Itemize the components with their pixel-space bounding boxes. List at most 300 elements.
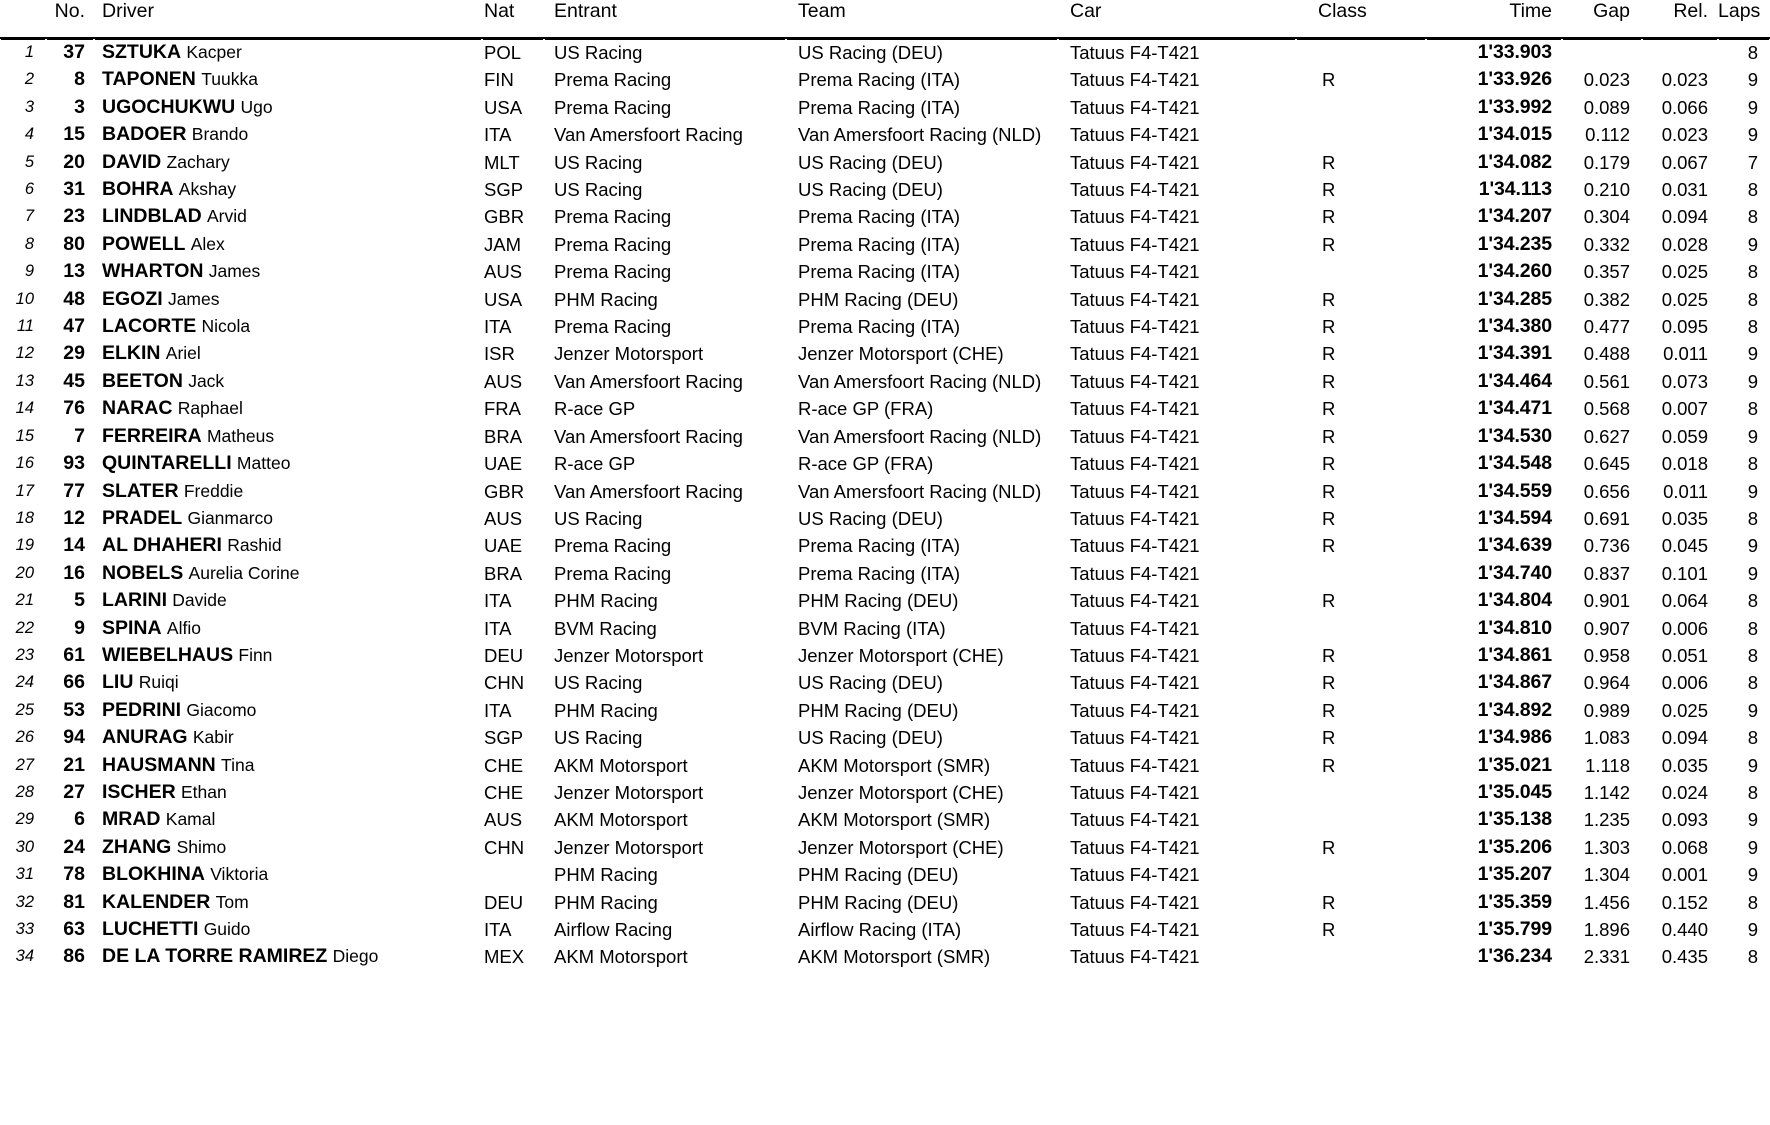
row-driver	[94, 943, 482, 970]
row-time: 1'34.986	[1477, 726, 1552, 749]
row-car-number: 80	[63, 232, 85, 255]
row-car-number: 5	[74, 589, 85, 612]
row-class: R	[1322, 919, 1336, 940]
row-driver	[94, 450, 482, 477]
row-position: 12	[15, 344, 34, 363]
row-team: Prema Racing (ITA)	[798, 535, 961, 557]
row-entrant: PHM Racing	[554, 864, 658, 886]
row-car-number: 29	[63, 342, 85, 365]
row-entrant: US Racing	[554, 727, 643, 749]
row-rel: 0.028	[1661, 233, 1708, 255]
row-car-number: 13	[63, 260, 85, 283]
table-row[interactable]	[0, 450, 1770, 477]
row-class	[1296, 38, 1426, 66]
table-row[interactable]	[0, 669, 1770, 696]
row-car-number: 24	[63, 835, 85, 858]
row-class: R	[1322, 590, 1336, 612]
row-time: 1'35.206	[1477, 835, 1552, 858]
row-entrant: Prema Racing	[554, 316, 672, 338]
driver-surname: AL DHAHERI	[102, 534, 222, 557]
table-row[interactable]	[0, 203, 1770, 230]
row-gap: 0.210	[1583, 179, 1630, 201]
driver-firstname: Zachary	[166, 151, 230, 172]
row-entrant: AKM Motorsport	[554, 754, 688, 776]
driver-surname: EGOZI	[102, 287, 163, 310]
table-row[interactable]	[0, 505, 1770, 532]
row-rel: 0.025	[1661, 288, 1708, 310]
row-team: US Racing (DEU)	[798, 151, 943, 173]
row-time: 1'36.234	[1477, 945, 1552, 968]
row-nationality: ITA	[484, 590, 512, 612]
row-car: Tatuus F4-T421	[1070, 261, 1200, 283]
column-header-number[interactable]: No.	[46, 0, 94, 38]
row-gap: 0.112	[1585, 124, 1630, 146]
driver-surname: LINDBLAD	[102, 205, 202, 228]
row-nationality: JAM	[484, 233, 521, 255]
column-header-nat[interactable]: Nat	[482, 0, 544, 38]
row-driver	[94, 66, 482, 93]
row-team: R-ace GP (FRA)	[798, 398, 934, 420]
row-gap: 1.456	[1583, 891, 1630, 913]
row-driver	[94, 368, 482, 395]
row-gap: 0.477	[1583, 316, 1630, 338]
row-laps: 8	[1747, 946, 1758, 968]
column-header-class[interactable]: Class	[1296, 0, 1426, 38]
driver-firstname: Matheus	[206, 425, 275, 446]
row-team: Prema Racing (ITA)	[798, 233, 961, 255]
row-position: 29	[15, 810, 34, 829]
row-nationality: ITA	[484, 124, 512, 146]
row-nationality: UAE	[484, 453, 523, 475]
driver-firstname: Gianmarco	[187, 507, 274, 528]
row-laps: 9	[1747, 69, 1758, 91]
row-gap: 0.837	[1583, 562, 1630, 584]
row-nationality: UAE	[484, 535, 523, 557]
table-row[interactable]	[0, 834, 1770, 861]
driver-surname: NARAC	[102, 397, 173, 420]
driver-surname: QUINTARELLI	[102, 452, 232, 475]
driver-firstname: James	[208, 261, 261, 282]
row-position: 4	[24, 125, 34, 144]
table-row[interactable]	[0, 286, 1770, 313]
row-gap: 0.964	[1583, 672, 1630, 694]
row-time: 1'34.861	[1477, 643, 1552, 666]
row-time: 1'34.892	[1477, 698, 1552, 721]
row-gap	[1562, 38, 1642, 66]
row-time: 1'34.285	[1477, 287, 1552, 310]
row-car: Tatuus F4-T421	[1070, 179, 1200, 201]
driver-firstname: Tuukka	[201, 69, 258, 90]
table-row[interactable]	[0, 368, 1770, 395]
row-position: 30	[15, 837, 34, 856]
row-entrant: Prema Racing	[554, 233, 672, 255]
row-entrant: Airflow Racing	[554, 919, 673, 940]
row-team: PHM Racing (DEU)	[798, 699, 959, 721]
row-nationality: SGP	[484, 727, 524, 749]
table-row[interactable]	[0, 916, 1770, 943]
row-entrant: US Racing	[554, 151, 643, 173]
row-time: 1'33.903	[1477, 41, 1552, 63]
row-gap: 1.235	[1583, 809, 1630, 831]
table-row[interactable]	[0, 806, 1770, 833]
table-row[interactable]	[0, 697, 1770, 724]
column-header-entrant[interactable]: Entrant	[544, 0, 786, 38]
driver-surname: LIU	[102, 671, 134, 694]
table-row[interactable]	[0, 94, 1770, 121]
row-driver	[94, 560, 482, 587]
row-nationality: USA	[484, 96, 523, 118]
driver-surname: TAPONEN	[102, 68, 196, 91]
row-nationality: ISR	[484, 343, 515, 365]
driver-firstname: Shimo	[176, 836, 227, 857]
table-row[interactable]	[0, 423, 1770, 450]
row-gap: 0.901	[1583, 590, 1630, 612]
driver-firstname: Raphael	[177, 398, 243, 419]
row-gap: 1.303	[1583, 836, 1630, 858]
driver-surname: ZHANG	[102, 835, 172, 858]
row-class	[1296, 121, 1426, 148]
row-time: 1'33.992	[1477, 95, 1552, 118]
row-class: R	[1322, 480, 1336, 502]
column-header-time[interactable]: Time	[1426, 0, 1562, 38]
row-nationality: BRA	[484, 562, 523, 584]
row-car-number: 48	[63, 287, 85, 310]
table-row[interactable]	[0, 340, 1770, 367]
row-car: Tatuus F4-T421	[1070, 425, 1200, 447]
table-row[interactable]	[0, 532, 1770, 559]
table-row[interactable]	[0, 121, 1770, 148]
table-row[interactable]	[0, 889, 1770, 916]
row-rel: 0.031	[1661, 179, 1708, 201]
column-header-gap[interactable]: Gap	[1562, 0, 1642, 38]
row-rel: 0.435	[1661, 946, 1708, 968]
row-driver	[94, 724, 482, 751]
table-row[interactable]	[0, 38, 1770, 66]
row-driver	[94, 478, 482, 505]
row-rel: 0.025	[1661, 699, 1708, 721]
row-time: 1'35.207	[1477, 863, 1552, 886]
row-laps: 8	[1747, 206, 1758, 228]
row-position: 7	[24, 207, 34, 226]
row-nationality: DEU	[484, 644, 524, 666]
row-car: Tatuus F4-T421	[1070, 398, 1200, 420]
row-class	[1296, 779, 1426, 806]
row-driver	[94, 94, 482, 121]
row-entrant: Jenzer Motorsport	[554, 343, 704, 365]
column-header-team[interactable]: Team	[786, 0, 1058, 38]
row-car-number: 86	[63, 945, 85, 968]
row-class: R	[1322, 644, 1336, 666]
row-nationality: USA	[484, 288, 523, 310]
row-entrant: R-ace GP	[554, 453, 636, 475]
row-driver	[94, 340, 482, 367]
row-time: 1'34.207	[1477, 205, 1552, 228]
row-nationality: FIN	[484, 69, 514, 91]
row-entrant: Prema Racing	[554, 261, 672, 283]
driver-firstname: Tom	[215, 891, 249, 912]
row-position: 18	[15, 508, 34, 527]
row-laps: 9	[1747, 535, 1758, 557]
table-row[interactable]	[0, 176, 1770, 203]
row-car: Tatuus F4-T421	[1070, 864, 1200, 886]
table-row[interactable]	[0, 560, 1770, 587]
row-rel: 0.025	[1661, 261, 1708, 283]
row-class: R	[1322, 672, 1336, 694]
row-rel: 0.007	[1661, 398, 1708, 420]
row-gap: 0.958	[1583, 644, 1630, 666]
row-driver	[94, 505, 482, 532]
row-time: 1'34.530	[1477, 424, 1552, 447]
driver-firstname: James	[167, 288, 220, 309]
row-position: 25	[15, 700, 34, 719]
row-driver	[94, 916, 482, 943]
row-time: 1'34.548	[1477, 452, 1552, 475]
row-gap: 0.089	[1583, 96, 1630, 118]
row-laps: 9	[1747, 809, 1758, 831]
row-car: Tatuus F4-T421	[1070, 946, 1200, 968]
row-rel: 0.094	[1661, 727, 1708, 749]
row-nationality: CHE	[484, 754, 524, 776]
row-position: 1	[24, 43, 34, 61]
driver-surname: FERREIRA	[102, 424, 202, 447]
row-laps: 9	[1747, 96, 1758, 118]
row-class	[1296, 94, 1426, 121]
row-rel: 0.095	[1661, 316, 1708, 338]
row-gap: 1.304	[1583, 864, 1630, 886]
row-time: 1'34.082	[1477, 150, 1552, 173]
row-car-number: 7	[74, 424, 85, 447]
row-class: R	[1322, 151, 1336, 173]
row-class	[1296, 861, 1426, 888]
row-entrant: R-ace GP	[554, 398, 636, 420]
row-time: 1'35.021	[1477, 753, 1552, 776]
row-team: PHM Racing (DEU)	[798, 288, 959, 310]
row-position: 26	[15, 728, 34, 747]
row-driver	[94, 149, 482, 176]
row-nationality	[482, 861, 544, 888]
row-team: Prema Racing (ITA)	[798, 206, 961, 228]
row-rel: 0.093	[1661, 809, 1708, 831]
driver-surname: WIEBELHAUS	[102, 643, 234, 666]
table-row[interactable]	[0, 587, 1770, 614]
row-class: R	[1322, 343, 1336, 365]
row-entrant: PHM Racing	[554, 590, 658, 612]
table-row[interactable]	[0, 66, 1770, 93]
row-rel: 0.064	[1661, 590, 1708, 612]
row-class	[1296, 560, 1426, 587]
row-driver	[94, 286, 482, 313]
driver-firstname: Alex	[190, 233, 225, 254]
column-header-laps[interactable]: Laps	[1718, 0, 1770, 38]
row-time: 1'34.471	[1477, 397, 1552, 420]
row-position: 19	[15, 536, 34, 555]
row-driver	[94, 176, 482, 203]
table-row[interactable]	[0, 752, 1770, 779]
row-entrant: Prema Racing	[554, 535, 672, 557]
row-team: Jenzer Motorsport (CHE)	[798, 836, 1004, 858]
table-row[interactable]	[0, 313, 1770, 340]
row-class	[1296, 258, 1426, 285]
row-driver	[94, 258, 482, 285]
row-laps: 9	[1747, 864, 1758, 886]
row-time: 1'34.594	[1477, 506, 1552, 529]
row-entrant: AKM Motorsport	[554, 946, 688, 968]
row-rel: 0.006	[1661, 672, 1708, 694]
row-nationality: POL	[484, 42, 522, 63]
row-laps: 8	[1747, 453, 1758, 475]
column-header-car[interactable]: Car	[1058, 0, 1296, 38]
row-car: Tatuus F4-T421	[1070, 370, 1200, 392]
row-class: R	[1322, 891, 1336, 913]
row-car-number: 27	[63, 780, 85, 803]
row-class: R	[1322, 754, 1336, 776]
row-car: Tatuus F4-T421	[1070, 453, 1200, 475]
row-entrant: Prema Racing	[554, 69, 672, 91]
row-rel: 0.094	[1661, 206, 1708, 228]
row-laps: 9	[1747, 370, 1758, 392]
row-rel: 0.073	[1661, 370, 1708, 392]
row-gap: 1.118	[1585, 754, 1630, 776]
table-header	[0, 0, 1770, 38]
row-class	[1296, 943, 1426, 970]
driver-surname: LARINI	[102, 589, 167, 612]
row-gap: 0.488	[1583, 343, 1630, 365]
row-driver	[94, 697, 482, 724]
row-car-number: 63	[63, 918, 85, 940]
driver-surname: SLATER	[102, 479, 179, 502]
row-position: 24	[15, 673, 34, 692]
row-position: 3	[24, 97, 34, 116]
row-gap: 0.645	[1583, 453, 1630, 475]
row-position: 10	[15, 289, 34, 308]
row-rel: 0.001	[1661, 864, 1708, 886]
row-rel: 0.035	[1661, 754, 1708, 776]
row-team: US Racing (DEU)	[798, 42, 943, 63]
row-car: Tatuus F4-T421	[1070, 617, 1200, 639]
table-row[interactable]	[0, 724, 1770, 751]
row-gap: 0.561	[1583, 370, 1630, 392]
row-class	[1296, 806, 1426, 833]
table-row[interactable]	[0, 478, 1770, 505]
driver-surname: DAVID	[102, 150, 162, 173]
row-team: PHM Racing (DEU)	[798, 864, 959, 886]
row-car: Tatuus F4-T421	[1070, 919, 1200, 940]
row-team: US Racing (DEU)	[798, 727, 943, 749]
driver-firstname: Matteo	[236, 453, 291, 474]
row-car-number: 77	[63, 479, 85, 502]
row-entrant: Prema Racing	[554, 206, 672, 228]
driver-surname: UGOCHUKWU	[102, 95, 236, 118]
row-driver	[94, 642, 482, 669]
driver-surname: ANURAG	[102, 726, 188, 749]
table-row[interactable]	[0, 943, 1770, 970]
row-rel	[1642, 38, 1718, 66]
row-car: Tatuus F4-T421	[1070, 590, 1200, 612]
row-driver	[94, 669, 482, 696]
row-time: 1'34.015	[1477, 123, 1552, 146]
row-driver	[94, 861, 482, 888]
table-row[interactable]	[0, 258, 1770, 285]
row-gap: 0.179	[1583, 151, 1630, 173]
row-entrant: PHM Racing	[554, 288, 658, 310]
row-team: Van Amersfoort Racing (NLD)	[798, 425, 1042, 447]
row-laps: 8	[1747, 288, 1758, 310]
row-class: R	[1322, 507, 1336, 529]
driver-surname: POWELL	[102, 232, 186, 255]
table-row[interactable]	[0, 231, 1770, 258]
row-entrant: AKM Motorsport	[554, 809, 688, 831]
row-team: Prema Racing (ITA)	[798, 96, 961, 118]
row-gap: 1.142	[1583, 781, 1630, 803]
row-rel: 0.440	[1661, 919, 1708, 940]
driver-firstname: Arvid	[206, 206, 247, 227]
row-car: Tatuus F4-T421	[1070, 480, 1200, 502]
column-header-rel[interactable]: Rel.	[1642, 0, 1718, 38]
row-nationality: AUS	[484, 370, 523, 392]
table-row[interactable]	[0, 615, 1770, 642]
row-car: Tatuus F4-T421	[1070, 809, 1200, 831]
row-time: 1'34.260	[1477, 260, 1552, 283]
row-team: Prema Racing (ITA)	[798, 261, 961, 283]
row-nationality: AUS	[484, 809, 523, 831]
row-gap: 0.656	[1583, 480, 1630, 502]
table-row[interactable]	[0, 149, 1770, 176]
row-car-number: 21	[63, 753, 85, 776]
row-time: 1'35.799	[1477, 918, 1552, 940]
row-team: Jenzer Motorsport (CHE)	[798, 781, 1004, 803]
row-driver	[94, 615, 482, 642]
row-car: Tatuus F4-T421	[1070, 644, 1200, 666]
table-row[interactable]	[0, 861, 1770, 888]
row-rel: 0.059	[1661, 425, 1708, 447]
table-row[interactable]	[0, 779, 1770, 806]
row-gap: 0.736	[1583, 535, 1630, 557]
row-gap: 0.627	[1583, 425, 1630, 447]
row-laps: 8	[1747, 644, 1758, 666]
driver-surname: BEETON	[102, 369, 183, 392]
driver-firstname: Diego	[332, 946, 379, 967]
row-position: 9	[24, 262, 34, 281]
column-header-driver[interactable]: Driver	[94, 0, 482, 38]
row-class: R	[1322, 425, 1336, 447]
row-car-number: 6	[74, 808, 85, 831]
row-nationality: FRA	[484, 398, 521, 420]
row-class	[1296, 615, 1426, 642]
row-gap: 1.896	[1583, 919, 1630, 940]
row-time: 1'35.045	[1477, 780, 1552, 803]
table-row[interactable]	[0, 395, 1770, 422]
row-laps: 9	[1747, 836, 1758, 858]
driver-firstname: Kacper	[186, 42, 242, 62]
row-gap: 2.331	[1583, 946, 1630, 968]
row-position: 23	[15, 645, 34, 664]
row-position: 33	[15, 920, 34, 938]
row-position: 11	[16, 317, 34, 336]
row-laps: 9	[1747, 480, 1758, 502]
row-class: R	[1322, 288, 1336, 310]
table-header-row	[0, 0, 1770, 38]
table-row[interactable]	[0, 642, 1770, 669]
row-entrant: BVM Racing	[554, 617, 657, 639]
row-nationality: CHN	[484, 836, 525, 858]
row-car: Tatuus F4-T421	[1070, 535, 1200, 557]
driver-firstname: Guido	[203, 919, 251, 939]
row-time: 1'34.391	[1477, 342, 1552, 365]
row-driver	[94, 313, 482, 340]
row-class: R	[1322, 535, 1336, 557]
row-position: 15	[15, 426, 34, 445]
row-driver	[94, 395, 482, 422]
